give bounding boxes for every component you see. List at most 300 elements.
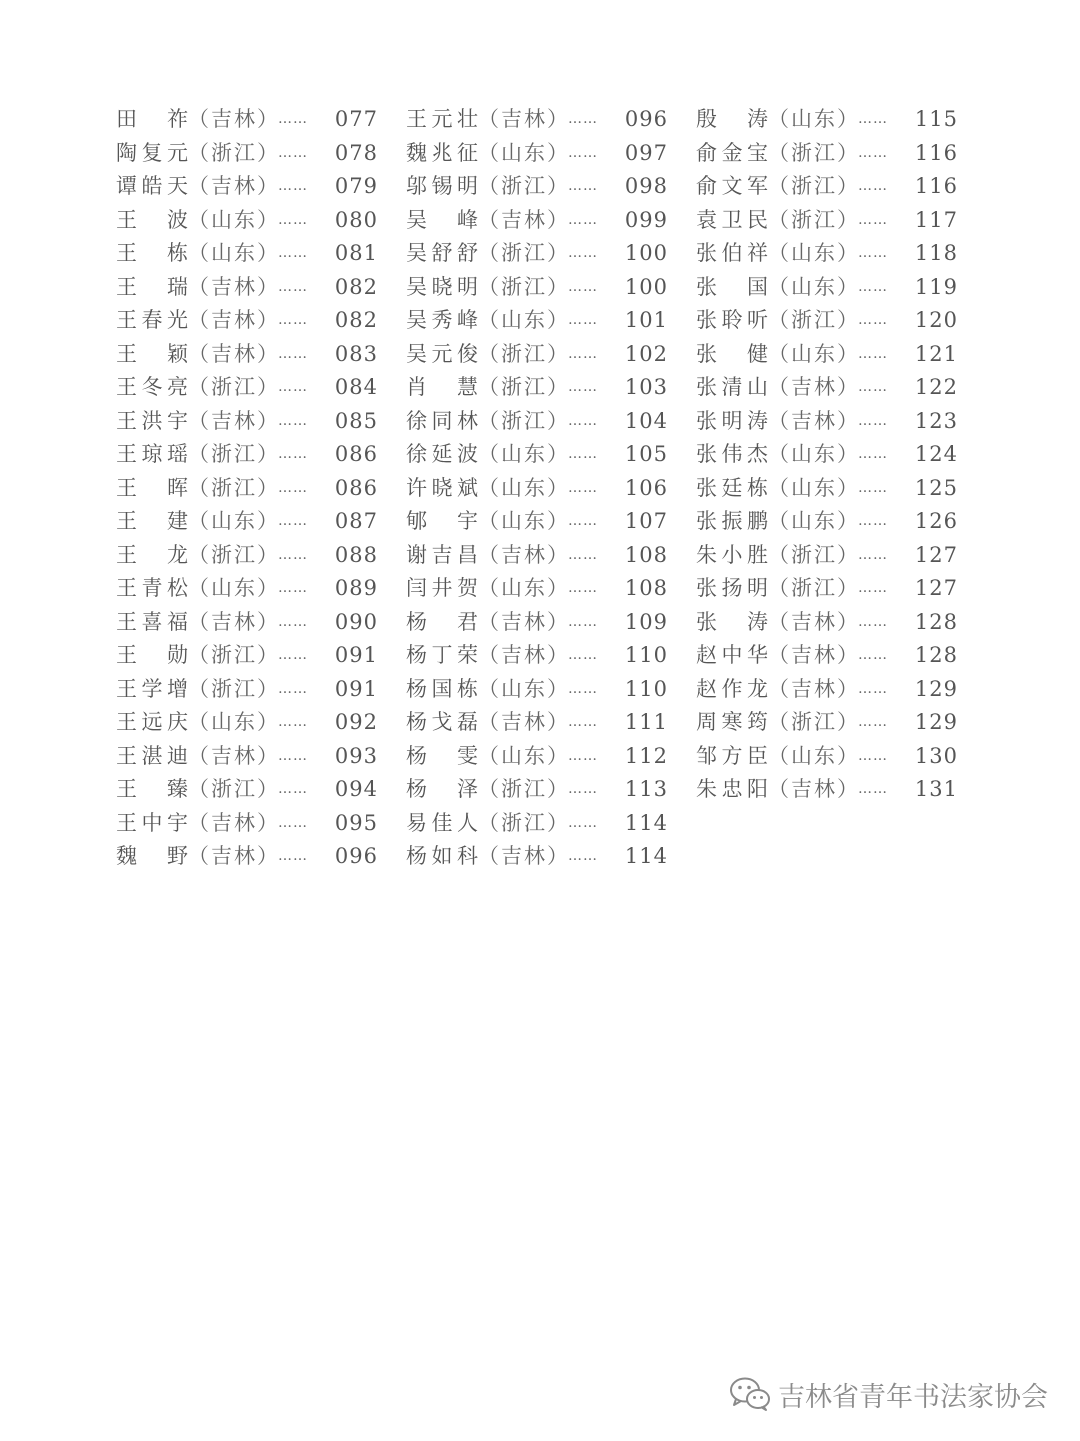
- page-number: 091: [334, 643, 378, 667]
- index-entry: [116, 807, 406, 841]
- index-entry: [116, 539, 406, 573]
- page-number: 123: [914, 408, 958, 433]
- author-region: （山东）: [478, 308, 570, 332]
- author-region: （山东）: [478, 442, 570, 466]
- index-entry: [406, 271, 696, 305]
- author-name: 张清山: [696, 375, 768, 399]
- leader-dots: ……: [278, 345, 308, 362]
- author-name: 王洪宇: [116, 408, 188, 433]
- leader-dots: ……: [568, 144, 598, 161]
- author-region: （吉林）: [188, 174, 280, 198]
- leader-dots: ……: [278, 412, 308, 429]
- leader-dots: ……: [568, 513, 598, 529]
- author-name: 朱忠阳: [696, 777, 768, 801]
- page-number: 129: [914, 676, 958, 701]
- page-number: 095: [334, 810, 378, 835]
- leader-dots: ……: [278, 747, 308, 764]
- author-name: 王学增: [116, 676, 188, 701]
- page-number: 116: [914, 174, 958, 198]
- author-region: （吉林）: [188, 107, 280, 131]
- leader-dots: ……: [858, 781, 888, 797]
- leader-dots: ……: [278, 647, 308, 663]
- leader-dots: ……: [278, 513, 308, 529]
- index-entry: [696, 271, 986, 305]
- author-region: （吉林）: [478, 107, 570, 131]
- leader-dots: ……: [858, 278, 888, 295]
- leader-dots: ……: [568, 848, 598, 864]
- author-name: 徐同林: [406, 408, 478, 433]
- author-region: （吉林）: [768, 609, 860, 634]
- page-number: 118: [914, 241, 958, 265]
- page-number: 078: [334, 140, 378, 165]
- author-name: 周寒筠: [696, 710, 768, 734]
- author-region: （山东）: [768, 341, 860, 366]
- author-name: 邹方臣: [696, 743, 768, 768]
- author-name: 徐延波: [406, 442, 478, 466]
- author-region: （吉林）: [478, 542, 570, 567]
- author-name: 俞文军: [696, 174, 768, 198]
- page-number: 080: [334, 207, 378, 232]
- index-entry: [696, 405, 986, 439]
- leader-dots: ……: [858, 513, 888, 529]
- leader-dots: ……: [568, 111, 598, 127]
- leader-dots: ……: [278, 312, 308, 328]
- leader-dots: ……: [568, 613, 598, 630]
- author-region: （山东）: [188, 207, 280, 232]
- index-entry: [696, 103, 986, 137]
- author-region: （山东）: [478, 576, 570, 600]
- leader-dots: ……: [858, 580, 888, 596]
- index-entry: [116, 706, 406, 740]
- author-name: 魏 野: [116, 844, 188, 868]
- author-region: （吉林）: [188, 308, 280, 332]
- author-name: 郇 宇: [406, 509, 478, 533]
- leader-dots: ……: [278, 580, 308, 596]
- author-region: （浙江）: [478, 777, 570, 801]
- page-number: 081: [334, 241, 378, 265]
- page-number: 120: [914, 308, 958, 332]
- author-name: 张 涛: [696, 609, 768, 634]
- index-entry: [406, 706, 696, 740]
- author-region: （浙江）: [188, 475, 280, 500]
- page-number: 098: [624, 174, 668, 198]
- author-region: （山东）: [768, 475, 860, 500]
- wechat-icon: [728, 1375, 772, 1413]
- leader-dots: ……: [858, 714, 888, 730]
- leader-dots: ……: [278, 144, 308, 161]
- author-region: （浙江）: [188, 777, 280, 801]
- page-number: 110: [624, 676, 668, 701]
- author-region: （吉林）: [768, 643, 860, 667]
- author-name: 赵作龙: [696, 676, 768, 701]
- author-region: （山东）: [768, 442, 860, 466]
- author-region: （浙江）: [478, 241, 570, 265]
- index-entry: [406, 438, 696, 472]
- author-name: 陶复元: [116, 140, 188, 165]
- author-region: （山东）: [768, 274, 860, 299]
- index-entry: [696, 572, 986, 606]
- index-entry: [406, 204, 696, 238]
- author-name: 王青松: [116, 576, 188, 600]
- index-entry: [116, 773, 406, 807]
- leader-dots: ……: [278, 479, 308, 496]
- page-number: 086: [334, 442, 378, 466]
- author-name: 朱小胜: [696, 542, 768, 567]
- page-number: 100: [624, 274, 668, 299]
- page-number: 099: [624, 207, 668, 232]
- page-number: 108: [624, 576, 668, 600]
- page-number: 090: [334, 609, 378, 634]
- author-name: 魏兆征: [406, 140, 478, 165]
- page-number: 094: [334, 777, 378, 801]
- author-name: 王 臻: [116, 777, 188, 801]
- index-entry: [406, 170, 696, 204]
- page-number: 092: [334, 710, 378, 734]
- author-name: 张伯祥: [696, 241, 768, 265]
- index-entry: [696, 773, 986, 807]
- author-region: （山东）: [768, 743, 860, 768]
- author-name: 杨 泽: [406, 777, 478, 801]
- author-name: 王 晖: [116, 475, 188, 500]
- author-region: （浙江）: [768, 174, 860, 198]
- author-region: （山东）: [188, 576, 280, 600]
- leader-dots: ……: [858, 412, 888, 429]
- index-entry: [406, 405, 696, 439]
- author-region: （浙江）: [188, 643, 280, 667]
- author-name: 张 国: [696, 274, 768, 299]
- leader-dots: ……: [278, 613, 308, 630]
- page-number: 113: [624, 777, 668, 801]
- author-name: 张 健: [696, 341, 768, 366]
- author-name: 杨 君: [406, 609, 478, 634]
- index-entry: [696, 639, 986, 673]
- author-region: （吉林）: [478, 643, 570, 667]
- author-name: 吴秀峰: [406, 308, 478, 332]
- author-name: 许晓斌: [406, 475, 478, 500]
- leader-dots: ……: [858, 546, 888, 563]
- author-region: （吉林）: [188, 844, 280, 868]
- author-region: （吉林）: [188, 609, 280, 634]
- author-region: （吉林）: [188, 743, 280, 768]
- index-entry: [116, 371, 406, 405]
- author-region: （吉林）: [188, 341, 280, 366]
- page-number: 110: [624, 643, 668, 667]
- page-number: 093: [334, 743, 378, 768]
- author-region: （山东）: [188, 509, 280, 533]
- index-entry: [406, 103, 696, 137]
- author-name: 吴舒舒: [406, 241, 478, 265]
- page-number: 121: [914, 341, 958, 366]
- author-region: （吉林）: [478, 844, 570, 868]
- index-entry: [696, 304, 986, 338]
- author-region: （吉林）: [768, 777, 860, 801]
- page-number: 119: [914, 274, 958, 299]
- index-entry: [406, 639, 696, 673]
- author-region: （山东）: [478, 743, 570, 768]
- author-name: 王 波: [116, 207, 188, 232]
- page-number: 108: [624, 542, 668, 567]
- index-entry: [116, 740, 406, 774]
- index-column-1: [116, 103, 406, 874]
- leader-dots: ……: [858, 211, 888, 228]
- author-name: 易佳人: [406, 810, 478, 835]
- author-name: 王 龙: [116, 542, 188, 567]
- index-entry: [696, 137, 986, 171]
- leader-dots: ……: [568, 211, 598, 228]
- index-entry: [116, 606, 406, 640]
- index-entry: [116, 237, 406, 271]
- page-number: 111: [624, 710, 668, 734]
- page-number: 097: [624, 140, 668, 165]
- author-name: 谢吉昌: [406, 542, 478, 567]
- leader-dots: ……: [858, 647, 888, 663]
- page-number: 128: [914, 609, 958, 634]
- index-entry: [116, 170, 406, 204]
- page-number: 079: [334, 174, 378, 198]
- index-entry: [406, 572, 696, 606]
- index-column-3: [696, 103, 986, 807]
- page-number: 101: [624, 308, 668, 332]
- leader-dots: ……: [858, 446, 888, 462]
- page-number: 102: [624, 341, 668, 366]
- author-name: 王 颖: [116, 341, 188, 366]
- author-region: （浙江）: [768, 710, 860, 734]
- author-name: 王湛迪: [116, 743, 188, 768]
- author-region: （山东）: [478, 676, 570, 701]
- index-entry: [116, 204, 406, 238]
- page-number: 087: [334, 509, 378, 533]
- leader-dots: ……: [278, 178, 308, 194]
- author-name: 王中宇: [116, 810, 188, 835]
- leader-dots: ……: [568, 680, 598, 697]
- author-region: （吉林）: [768, 408, 860, 433]
- leader-dots: ……: [858, 345, 888, 362]
- author-name: 王 瑞: [116, 274, 188, 299]
- index-entry: [116, 103, 406, 137]
- page-number: 083: [334, 341, 378, 366]
- index-entry: [116, 338, 406, 372]
- index-entry: [696, 338, 986, 372]
- leader-dots: ……: [568, 379, 598, 395]
- author-region: （浙江）: [768, 576, 860, 600]
- author-region: （浙江）: [478, 341, 570, 366]
- author-name: 张伟杰: [696, 442, 768, 466]
- index-entry: [696, 740, 986, 774]
- author-name: 张扬明: [696, 576, 768, 600]
- leader-dots: ……: [278, 111, 308, 127]
- author-region: （吉林）: [768, 375, 860, 399]
- index-entry: [406, 673, 696, 707]
- page-number: 085: [334, 408, 378, 433]
- page-number: 112: [624, 743, 668, 768]
- author-name: 王远庆: [116, 710, 188, 734]
- index-entry: [696, 673, 986, 707]
- index-entry: [116, 304, 406, 338]
- author-region: （山东）: [478, 509, 570, 533]
- leader-dots: ……: [278, 714, 308, 730]
- author-name: 袁卫民: [696, 207, 768, 232]
- author-region: （浙江）: [188, 676, 280, 701]
- author-name: 王 建: [116, 509, 188, 533]
- leader-dots: ……: [568, 781, 598, 797]
- author-region: （浙江）: [188, 442, 280, 466]
- author-region: （浙江）: [768, 308, 860, 332]
- index-entry: [406, 237, 696, 271]
- author-name: 王喜福: [116, 609, 188, 634]
- leader-dots: ……: [568, 546, 598, 563]
- page-number: 126: [914, 509, 958, 533]
- author-region: （浙江）: [478, 810, 570, 835]
- author-region: （山东）: [188, 710, 280, 734]
- page-number: 082: [334, 274, 378, 299]
- author-name: 闫井贺: [406, 576, 478, 600]
- author-region: （浙江）: [188, 542, 280, 567]
- index-entry: [696, 606, 986, 640]
- leader-dots: ……: [568, 747, 598, 764]
- author-region: （吉林）: [478, 609, 570, 634]
- leader-dots: ……: [568, 278, 598, 295]
- index-entry: [406, 773, 696, 807]
- page-number: 107: [624, 509, 668, 533]
- author-name: 王 勋: [116, 643, 188, 667]
- leader-dots: ……: [858, 312, 888, 328]
- leader-dots: ……: [858, 479, 888, 496]
- index-entry: [116, 639, 406, 673]
- index-entry: [406, 505, 696, 539]
- index-entry: [116, 438, 406, 472]
- leader-dots: ……: [568, 245, 598, 261]
- page-number: 117: [914, 207, 958, 232]
- index-entry: [116, 572, 406, 606]
- page-number: 130: [914, 743, 958, 768]
- page-number: 077: [334, 107, 378, 131]
- author-name: 吴晓明: [406, 274, 478, 299]
- index-entry: [696, 539, 986, 573]
- author-region: （吉林）: [188, 274, 280, 299]
- index-entry: [406, 137, 696, 171]
- page-number: 114: [624, 844, 668, 868]
- author-name: 杨如科: [406, 844, 478, 868]
- page-number: 122: [914, 375, 958, 399]
- index-entry: [406, 472, 696, 506]
- index-entry: [116, 505, 406, 539]
- index-entry: [696, 371, 986, 405]
- author-name: 张聆听: [696, 308, 768, 332]
- index-entry: [696, 237, 986, 271]
- leader-dots: ……: [858, 144, 888, 161]
- author-region: （山东）: [768, 241, 860, 265]
- author-name: 俞金宝: [696, 140, 768, 165]
- leader-dots: ……: [568, 714, 598, 730]
- author-region: （吉林）: [768, 676, 860, 701]
- author-region: （吉林）: [478, 710, 570, 734]
- page-number: 091: [334, 676, 378, 701]
- page-number: 125: [914, 475, 958, 500]
- author-name: 杨国栋: [406, 676, 478, 701]
- author-name: 王琼瑶: [116, 442, 188, 466]
- index-entry: [696, 706, 986, 740]
- index-entry: [116, 137, 406, 171]
- author-region: （山东）: [478, 475, 570, 500]
- page-number: 115: [914, 107, 958, 131]
- author-region: （浙江）: [188, 375, 280, 399]
- index-entry: [406, 338, 696, 372]
- index-entry: [406, 606, 696, 640]
- leader-dots: ……: [858, 245, 888, 261]
- author-name: 杨丁荣: [406, 643, 478, 667]
- leader-dots: ……: [858, 178, 888, 194]
- author-region: （山东）: [768, 509, 860, 533]
- index-entry: [406, 304, 696, 338]
- leader-dots: ……: [568, 345, 598, 362]
- watermark: [728, 1372, 1048, 1416]
- author-region: （山东）: [188, 241, 280, 265]
- index-entry: [406, 807, 696, 841]
- author-name: 邬锡明: [406, 174, 478, 198]
- leader-dots: ……: [568, 814, 598, 831]
- leader-dots: ……: [278, 848, 308, 864]
- leader-dots: ……: [568, 446, 598, 462]
- index-column-2: [406, 103, 696, 874]
- author-region: （浙江）: [188, 140, 280, 165]
- index-entry: [116, 271, 406, 305]
- author-name: 吴 峰: [406, 207, 478, 232]
- author-name: 王春光: [116, 308, 188, 332]
- leader-dots: ……: [278, 278, 308, 295]
- leader-dots: ……: [568, 178, 598, 194]
- index-entry: [696, 472, 986, 506]
- index-entry: [116, 405, 406, 439]
- page-number: 086: [334, 475, 378, 500]
- author-region: （浙江）: [478, 174, 570, 198]
- author-name: 王 栋: [116, 241, 188, 265]
- page-number: 109: [624, 609, 668, 634]
- index-entry: [406, 539, 696, 573]
- leader-dots: ……: [278, 814, 308, 831]
- author-region: （吉林）: [478, 207, 570, 232]
- leader-dots: ……: [858, 680, 888, 697]
- leader-dots: ……: [568, 580, 598, 596]
- page-number: 096: [624, 107, 668, 131]
- page-number: 106: [624, 475, 668, 500]
- author-region: （山东）: [768, 107, 860, 131]
- index-entry: [696, 170, 986, 204]
- author-name: 杨 雯: [406, 743, 478, 768]
- author-name: 张振鹏: [696, 509, 768, 533]
- index-entry: [406, 840, 696, 874]
- leader-dots: ……: [568, 312, 598, 328]
- page-number: 129: [914, 710, 958, 734]
- page-number: 096: [334, 844, 378, 868]
- leader-dots: ……: [278, 446, 308, 462]
- leader-dots: ……: [278, 781, 308, 797]
- page-number: 114: [624, 810, 668, 835]
- page-number: 103: [624, 375, 668, 399]
- leader-dots: ……: [278, 680, 308, 697]
- page-number: 082: [334, 308, 378, 332]
- page-number: 084: [334, 375, 378, 399]
- index-entry: [696, 505, 986, 539]
- index-entry: [696, 204, 986, 238]
- leader-dots: ……: [278, 211, 308, 228]
- author-name: 殷 涛: [696, 107, 768, 131]
- leader-dots: ……: [278, 379, 308, 395]
- author-name: 谭皓天: [116, 174, 188, 198]
- author-name: 王元壮: [406, 107, 478, 131]
- author-name: 张廷栋: [696, 475, 768, 500]
- leader-dots: ……: [858, 613, 888, 630]
- leader-dots: ……: [278, 546, 308, 563]
